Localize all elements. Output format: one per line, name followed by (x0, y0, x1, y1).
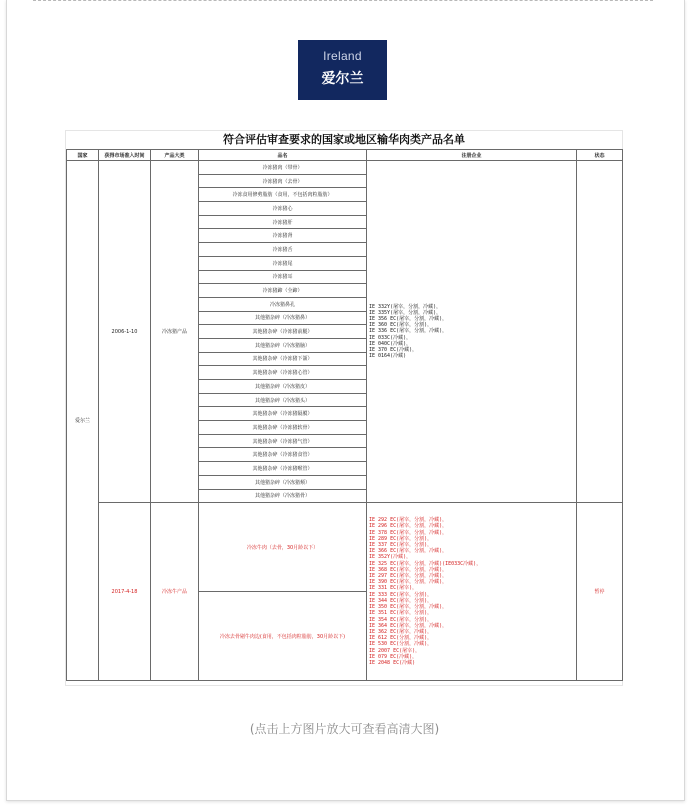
product-name-cell: 其他猪杂碎（冷冻猪前腿） (199, 325, 367, 339)
header-status: 状态 (577, 150, 623, 161)
product-name-cell: 冷冻猪鼻孔 (199, 297, 367, 311)
product-name-cell: 其他猪杂碎（冷冻猪食管） (199, 448, 367, 462)
product-name-cell: 冷冻猪耳 (199, 270, 367, 284)
beef-category-cell: 冷冻牛产品 (151, 503, 199, 681)
product-name-cell: 冷冻牛肉（去骨，30月龄以下） (199, 503, 367, 592)
product-name-cell: 其他猪杂碎（冷冻猪软骨） (199, 421, 367, 435)
header-category: 产品大类 (151, 150, 199, 161)
product-name-cell: 其他猪杂碎（冷冻猪脑） (199, 338, 367, 352)
table-row (67, 161, 623, 175)
product-name-cell: 冷冻去骨剔牛肉边(食用，不包括肉粒脂肪，30月龄以下) (199, 592, 367, 681)
image-caption: (点击上方图片放大可查看高清大图) (249, 722, 440, 736)
product-name-cell: 冷冻猪肝 (199, 215, 367, 229)
product-name-cell: 冷冻食用修剪脂肪（食用，不包括肉粒脂肪） (199, 188, 367, 202)
product-name-cell: 其他猪杂碎（冷冻猪心管） (199, 366, 367, 380)
badge-english-name: Ireland (323, 49, 362, 63)
product-name-cell: 其他猪杂碎（冷冻猪颊） (199, 475, 367, 489)
product-name-cell: 其他猪杂碎（冷冻猪头） (199, 393, 367, 407)
product-name-cell: 冷冻猪蹄（全蹄） (199, 284, 367, 298)
product-name-cell: 其他猪杂碎（冷冻猪隔膜） (199, 407, 367, 421)
beef-status-cell: 暂停 (577, 503, 623, 681)
pork-category-cell: 冷冻猪产品 (151, 161, 199, 503)
product-name-cell: 其他猪杂碎（冷冻猪气管） (199, 434, 367, 448)
pork-status-cell (577, 161, 623, 503)
product-name-cell: 其他猪杂碎（冷冻猪喉管） (199, 462, 367, 476)
product-table (66, 149, 623, 681)
product-name-cell: 冷冻猪肉（去骨） (199, 174, 367, 188)
country-cell: 爱尔兰 (67, 161, 99, 681)
product-name-cell: 冷冻猪心 (199, 202, 367, 216)
product-name-cell: 其他猪杂碎（冷冻猪下颌） (199, 352, 367, 366)
header-country: 国家 (67, 150, 99, 161)
beef-enterprises-cell: IE 292 EC(屠宰，分割，冷藏)， IE 296 EC(屠宰，分割，冷藏)， IE 378 EC(屠宰，分割，冷藏)， IE 289 EC(屠宰，分割)， IE 337 EC(屠宰，分割)， IE 366 EC(屠宰，分割，冷藏)， IE 352Y(冷藏)， IE 325 EC(屠宰，分割，冷藏)(IE033C冷藏)， IE 368 EC(屠宰，分割，冷藏)， IE 297 EC(屠宰，分割，冷藏)， IE 390 EC(屠宰，分割，冷藏)， IE 331 EC(屠宰)， IE 333 EC(屠宰，分割)， IE 344 EC(屠宰，分割)， IE 350 EC(屠宰，分割，冷藏)， IE 351 EC(屠宰，分割)， IE 354 EC(屠宰，分割)， IE 364 EC(屠宰，分割，冷藏)， IE 362 EC(屠宰，冷藏)， IE 612 EC(分割，冷藏)， IE 530 EC(分割，冷藏)， IE 2007 EC(屠宰)， IE 079 EC(冷藏)， IE 2048 EC(冷藏) (367, 503, 577, 681)
product-list-image[interactable] (65, 130, 623, 686)
badge-chinese-name: 爱尔兰 (321, 71, 364, 87)
product-name-cell: 冷冻猪肾 (199, 229, 367, 243)
header-enterprise: 注册企业 (367, 150, 577, 161)
header-date: 获得市场准入时间 (99, 150, 151, 161)
header-product: 品名 (199, 150, 367, 161)
top-divider (33, 0, 653, 1)
product-name-cell: 其他猪杂碎（冷冻猪皮） (199, 380, 367, 394)
product-name-cell: 其他猪杂碎（冷冻猪骨） (199, 489, 367, 503)
table-row (67, 503, 623, 592)
pork-enterprises-cell: IE 332Y(屠宰，分割，冷藏)， IE 335Y(屠宰，分割，冷藏)， IE 356 EC(屠宰，分割，冷藏)， IE 360 EC(屠宰，分割)， IE 336 EC(屠宰，分割，冷藏)， IE 033C(冷藏)， IE 040C(冷藏)， IE 370 EC(冷藏)， IE 0164(冷藏) (367, 161, 577, 503)
sheet-title: 符合评估审查要求的国家或地区输华肉类产品名单 (223, 133, 465, 146)
product-name-cell: 冷冻猪尾 (199, 256, 367, 270)
product-name-cell: 其他猪杂碎（冷冻猪鼻） (199, 311, 367, 325)
beef-date-cell: 2017-4-18 (99, 503, 151, 681)
pork-date-cell: 2006-1-10 (99, 161, 151, 503)
product-name-cell: 冷冻猪肉（带骨） (199, 161, 367, 175)
table-header-row (67, 150, 623, 161)
product-name-cell: 冷冻猪舌 (199, 243, 367, 257)
country-badge (298, 40, 387, 100)
